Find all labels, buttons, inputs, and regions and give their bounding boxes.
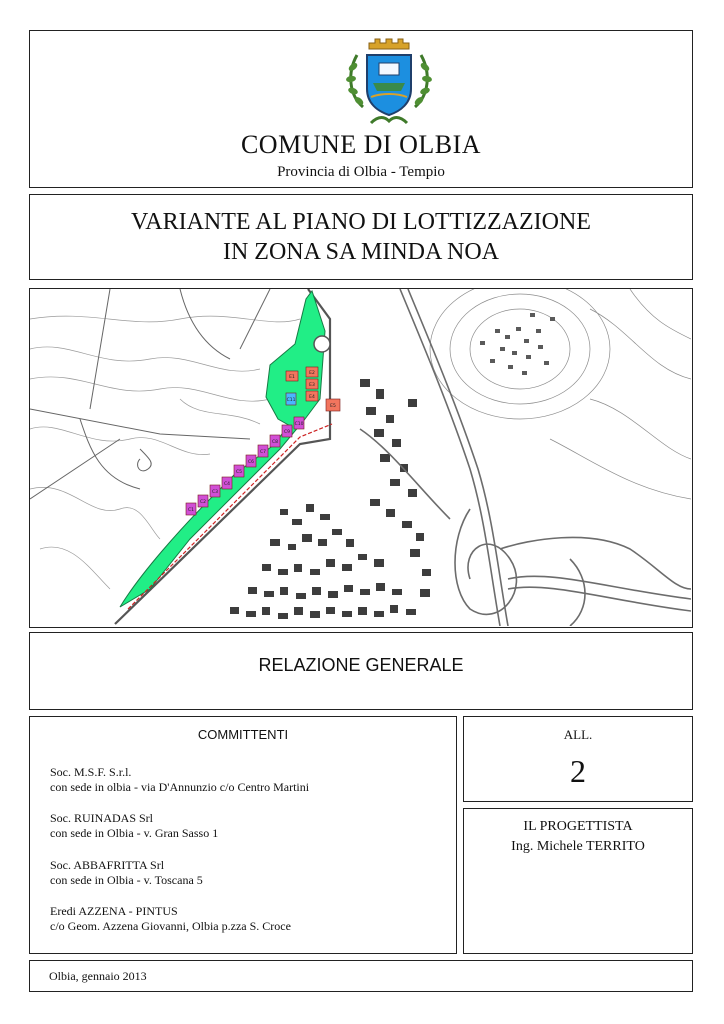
roundabout (314, 336, 330, 352)
client-address: con sede in Olbia - v. Toscana 5 (50, 873, 203, 887)
lot-c7 (258, 445, 268, 457)
site-plan-map-box (29, 288, 693, 628)
project-title-box (29, 194, 693, 280)
lot-c8 (270, 435, 280, 447)
client-name: Soc. RUINADAS Srl (50, 811, 154, 825)
lot-c6 (246, 455, 256, 467)
lot-label: C3 (211, 490, 219, 495)
lot-label: E2 (309, 371, 315, 376)
client-item (50, 858, 203, 888)
lot-c3 (210, 485, 220, 497)
lot-c11 (286, 393, 296, 405)
client-item (50, 811, 218, 841)
lot-c2 (198, 495, 208, 507)
project-title-line-1: VARIANTE AL PIANO DI LOTTIZZAZIONE (131, 209, 591, 235)
client-address: con sede in Olbia - v. Gran Sasso 1 (50, 826, 219, 840)
town-name: COMUNE DI OLBIA (240, 130, 482, 159)
client-name: Soc. ABBAFRITTA Srl (50, 858, 165, 872)
province-name: Provincia di Olbia - Tempio (277, 164, 445, 180)
document-title: RELAZIONE GENERALE (258, 655, 464, 675)
document-title-box (29, 632, 693, 710)
lot-label: C11 (286, 398, 296, 403)
attachment-label: ALL. (563, 727, 593, 742)
lot-label: C6 (247, 460, 255, 465)
attachment-box (463, 716, 693, 802)
attachment-number: 2 (570, 753, 586, 789)
lot-c9 (282, 425, 292, 437)
lot-e5 (326, 399, 340, 411)
client-item (50, 765, 309, 795)
clients-box (29, 716, 457, 954)
designer-role: IL PROGETTISTA (523, 819, 633, 834)
client-address: con sede in olbia - via D'Annunzio c/o Centro Martini (50, 780, 310, 794)
lot-label: C1 (187, 508, 195, 513)
client-item (50, 904, 291, 934)
lot-c10 (294, 417, 304, 429)
lot-label: C7 (259, 450, 267, 455)
clients-heading: COMMITTENTI (197, 727, 289, 742)
lot-label: C9 (283, 430, 291, 435)
lot-e1 (286, 371, 298, 381)
lot-label: C2 (199, 500, 207, 505)
lot-label: E3 (309, 383, 315, 388)
place-date: Olbia, gennaio 2013 (49, 969, 147, 983)
designer-name: Ing. Michele TERRITO (511, 839, 645, 854)
lot-label: E5 (330, 404, 336, 409)
client-address: c/o Geom. Azzena Giovanni, Olbia p.zza S. Croce (50, 919, 291, 933)
date-box (29, 960, 693, 992)
lot-label: E4 (309, 395, 315, 400)
lot-label: E1 (289, 375, 295, 380)
lot-label: C8 (271, 440, 279, 445)
lot-e4 (306, 391, 318, 401)
lot-label: C10 (294, 422, 304, 427)
lot-label: C4 (223, 482, 231, 487)
lot-c1 (186, 503, 196, 515)
client-name: Eredi AZZENA - PINTUS (50, 904, 178, 918)
lot-e2 (306, 367, 318, 377)
lot-label: C5 (235, 470, 243, 475)
lot-e3 (306, 379, 318, 389)
client-name: Soc. M.S.F. S.r.l. (50, 765, 132, 779)
project-title-line-2: IN ZONA SA MINDA NOA (222, 239, 499, 265)
designer-box (463, 808, 693, 954)
header-box (29, 30, 693, 188)
lot-c4 (222, 477, 232, 489)
lot-c5 (234, 465, 244, 477)
site-plan-map (30, 289, 691, 626)
coat-of-arms-icon (341, 37, 437, 129)
